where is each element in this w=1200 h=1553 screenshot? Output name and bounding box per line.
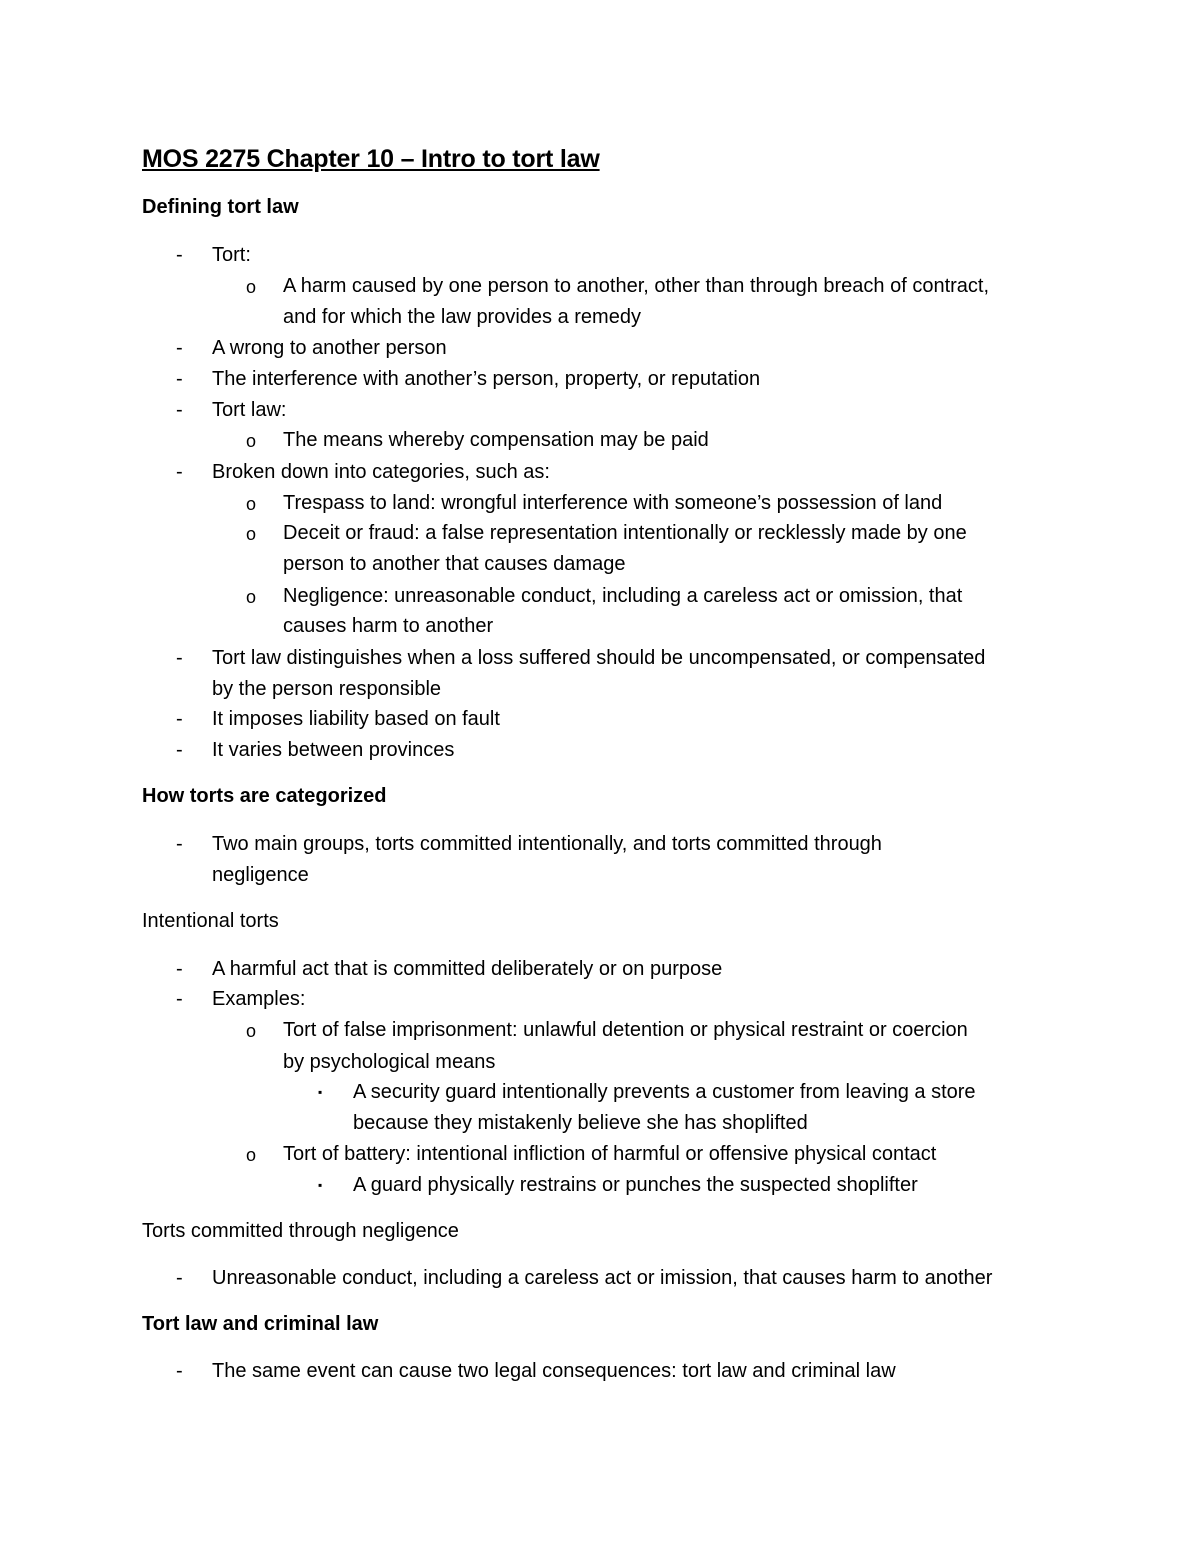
list-item-continuation: by psychological means <box>283 1051 496 1073</box>
list-item: Negligence: unreasonable conduct, including a careless act or omission, that <box>283 585 963 607</box>
dash-bullet: - <box>176 1360 183 1382</box>
square-bullet: ▪ <box>318 1085 323 1099</box>
circle-bullet: o <box>246 431 257 451</box>
list-item: Tort: <box>212 244 251 266</box>
list-item: It imposes liability based on fault <box>212 708 500 730</box>
list-item: The interference with another’s person, property, or reputation <box>212 368 761 390</box>
section-heading-categorized: How torts are categorized <box>142 785 387 807</box>
dash-bullet: - <box>176 833 183 855</box>
document-title: MOS 2275 Chapter 10 – Intro to tort law <box>142 145 600 173</box>
dash-bullet: - <box>176 399 183 421</box>
dash-bullet: - <box>176 739 183 761</box>
square-bullet: ▪ <box>318 1178 323 1192</box>
list-item-continuation: causes harm to another <box>283 615 494 637</box>
dash-bullet: - <box>176 958 183 980</box>
circle-bullet: o <box>246 1145 257 1165</box>
list-item: A security guard intentionally prevents a customer from leaving a store <box>353 1081 976 1103</box>
dash-bullet: - <box>176 647 183 669</box>
list-item: A harm caused by one person to another, other than through breach of contract, <box>283 275 990 297</box>
list-item: It varies between provinces <box>212 739 455 761</box>
list-item: Two main groups, torts committed intentionally, and torts committed through <box>212 833 882 855</box>
circle-bullet: o <box>246 494 257 514</box>
circle-bullet: o <box>246 1021 257 1041</box>
list-item-continuation: person to another that causes damage <box>283 553 626 575</box>
list-item: Broken down into categories, such as: <box>212 461 550 483</box>
section-heading-criminal: Tort law and criminal law <box>142 1313 379 1335</box>
dash-bullet: - <box>176 708 183 730</box>
circle-bullet: o <box>246 524 257 544</box>
list-item-continuation: negligence <box>212 864 309 886</box>
list-item: Trespass to land: wrongful interference with someone’s possession of land <box>283 492 943 514</box>
list-item: Tort law: <box>212 399 287 421</box>
list-item: Tort of false imprisonment: unlawful detention or physical restraint or coercion <box>283 1019 968 1041</box>
list-item-continuation: because they mistakenly believe she has shoplifted <box>353 1112 808 1134</box>
dash-bullet: - <box>176 1267 183 1289</box>
section-heading-defining: Defining tort law <box>142 196 299 218</box>
list-item-continuation: and for which the law provides a remedy <box>283 306 641 328</box>
list-item: A wrong to another person <box>212 337 447 359</box>
dash-bullet: - <box>176 461 183 483</box>
dash-bullet: - <box>176 368 183 390</box>
list-item: A guard physically restrains or punches the suspected shoplifter <box>353 1174 918 1196</box>
section-heading-negligence: Torts committed through negligence <box>142 1220 459 1242</box>
list-item-continuation: by the person responsible <box>212 678 442 700</box>
list-item: Tort law distinguishes when a loss suffered should be uncompensated, or compensated <box>212 647 986 669</box>
list-item: Examples: <box>212 988 306 1010</box>
section-heading-intentional: Intentional torts <box>142 910 279 932</box>
list-item: Unreasonable conduct, including a careless act or imission, that causes harm to another <box>212 1267 993 1289</box>
list-item: The means whereby compensation may be paid <box>283 429 709 451</box>
list-item: Deceit or fraud: a false representation intentionally or recklessly made by one <box>283 522 967 544</box>
list-item: A harmful act that is committed deliberately or on purpose <box>212 958 723 980</box>
list-item: Tort of battery: intentional infliction of harmful or offensive physical contact <box>283 1143 937 1165</box>
dash-bullet: - <box>176 337 183 359</box>
circle-bullet: o <box>246 277 257 297</box>
dash-bullet: - <box>176 244 183 266</box>
list-item: The same event can cause two legal consequences: tort law and criminal law <box>212 1360 896 1382</box>
dash-bullet: - <box>176 988 183 1010</box>
circle-bullet: o <box>246 587 257 607</box>
